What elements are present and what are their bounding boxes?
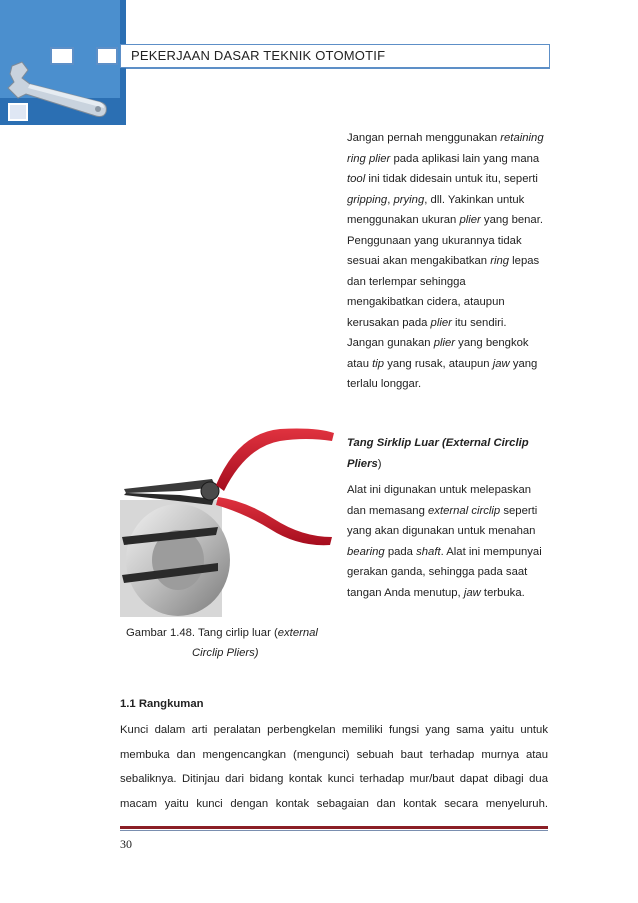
text-line: dan memasang external circlip seperti (347, 504, 538, 517)
header-rule (126, 68, 550, 69)
summary-paragraph (120, 718, 548, 816)
text-line: atau tip yang rusak, ataupun jaw yang (347, 357, 538, 370)
text-line: kerusakan pada plier itu sendiri. (347, 316, 507, 329)
footer-rule-thin (120, 830, 548, 831)
header-title-box (120, 44, 550, 68)
page-number: 30 (120, 837, 132, 851)
warning-paragraph (347, 128, 579, 395)
wrench-icon (4, 58, 116, 120)
text-line: dan terlempar sehingga (347, 275, 466, 288)
text-line: yang akan digunakan untuk menahan (347, 525, 536, 537)
tool-section (347, 433, 579, 603)
tool-description (347, 480, 579, 603)
text-line: tangan Anda menutup, jaw terbuka. (347, 586, 525, 599)
decor-square (50, 47, 74, 65)
header-title: PEKERJAAN DASAR TEKNIK OTOMOTIF (131, 48, 386, 63)
footer-rule (120, 826, 548, 829)
text-line: Penggunaan yang ukurannya tidak (347, 234, 522, 247)
plier-handle-lower (216, 497, 332, 545)
text-line: Jangan pernah menggunakan retaining (347, 132, 544, 144)
text-line: gripping, prying, dll. Yakinkan untuk (347, 193, 525, 206)
summary-line: sebaliknya. Ditinjau dari bidang kontak kunci terhadap mur/baut dapat dibagi dua (120, 773, 548, 785)
circlip-pliers-figure (120, 425, 342, 617)
text-line: ring plier pada aplikasi lain yang mana (347, 152, 540, 165)
text-line: menggunakan ukuran plier yang benar. (347, 214, 543, 226)
summary-line: membuka dan mengencangkan (mengunci) sebuah baut terhadap murnya atau (120, 748, 548, 761)
decor-square (96, 47, 118, 65)
section-title: 1.1 Rangkuman (120, 698, 204, 710)
text-line: tool ini tidak didesain untuk itu, seperti (347, 173, 538, 185)
text-line: terlalu longgar. (347, 378, 422, 390)
tool-heading: Tang Sirklip Luar (External Circlip Pliers) (347, 437, 529, 470)
plier-handle-upper (216, 429, 334, 492)
text-line: bearing pada shaft. Alat ini mempunyai (347, 545, 542, 558)
text-line: gerakan ganda, sehingga pada saat (347, 566, 528, 578)
text-line: Jangan gunakan plier yang bengkok (347, 337, 529, 349)
text-line: mengakibatkan cidera, ataupun (347, 296, 505, 308)
summary-line: Kunci dalam arti peralatan perbengkelan memiliki fungsi yang sama yaitu untuk (120, 724, 548, 736)
summary-line: macam yaitu kunci dengan kontak sebagaian dan kontak secara menyeluruh. (120, 797, 548, 810)
text-line: sesuai akan mengakibatkan ring lepas (347, 255, 540, 267)
figure-caption: Gambar 1.48. Tang cirlip luar (external Circlip Pliers) (126, 627, 318, 659)
text-line: Alat ini digunakan untuk melepaskan (347, 484, 532, 496)
